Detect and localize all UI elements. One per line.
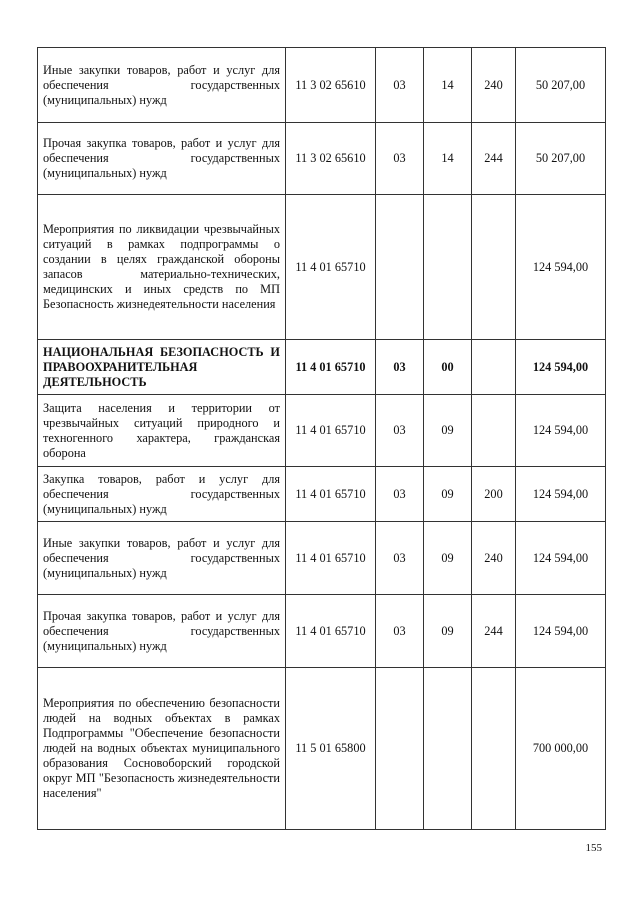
row-sum: 124 594,00 — [516, 467, 606, 522]
table-row — [38, 522, 606, 595]
table-row — [38, 395, 606, 467]
table-row — [38, 48, 606, 123]
row-name: Прочая закупка товаров, работ и услуг для обеспечения государственных (муниципальных) нужд — [38, 595, 286, 668]
row-rz: 03 — [376, 522, 424, 595]
row-name: НАЦИОНАЛЬНАЯ БЕЗОПАСНОСТЬ И ПРАВООХРАНИТЕЛЬНАЯ ДЕЯТЕЛЬНОСТЬ — [38, 340, 286, 395]
row-pr: 09 — [424, 595, 472, 668]
row-name: Прочая закупка товаров, работ и услуг для обеспечения государственных (муниципальных) нужд — [38, 123, 286, 195]
row-sum: 124 594,00 — [516, 340, 606, 395]
row-csr: 11 4 01 65710 — [286, 595, 376, 668]
row-sum: 50 207,00 — [516, 48, 606, 123]
row-pr: 14 — [424, 48, 472, 123]
row-vr — [472, 395, 516, 467]
row-pr: 09 — [424, 395, 472, 467]
row-vr: 240 — [472, 48, 516, 123]
budget-table — [37, 47, 606, 830]
row-csr: 11 4 01 65710 — [286, 340, 376, 395]
row-sum: 124 594,00 — [516, 195, 606, 340]
row-vr — [472, 668, 516, 830]
row-vr: 244 — [472, 595, 516, 668]
table-row — [38, 668, 606, 830]
row-rz: 03 — [376, 48, 424, 123]
row-sum: 124 594,00 — [516, 522, 606, 595]
row-name: Защита населения и территории от чрезвычайных ситуаций природного и техногенного характера, гражданская оборона — [38, 395, 286, 467]
row-csr: 11 4 01 65710 — [286, 195, 376, 340]
row-pr — [424, 668, 472, 830]
table-row — [38, 340, 606, 395]
row-sum: 124 594,00 — [516, 595, 606, 668]
table-row — [38, 467, 606, 522]
row-name: Закупка товаров, работ и услуг для обеспечения государственных (муниципальных) нужд — [38, 467, 286, 522]
row-pr: 00 — [424, 340, 472, 395]
row-name: Иные закупки товаров, работ и услуг для обеспечения государственных (муниципальных) нужд — [38, 522, 286, 595]
row-pr: 09 — [424, 467, 472, 522]
row-pr: 09 — [424, 522, 472, 595]
row-rz: 03 — [376, 467, 424, 522]
row-pr — [424, 195, 472, 340]
row-csr: 11 3 02 65610 — [286, 48, 376, 123]
table-row — [38, 195, 606, 340]
row-csr: 11 4 01 65710 — [286, 522, 376, 595]
row-csr: 11 4 01 65710 — [286, 395, 376, 467]
row-sum: 124 594,00 — [516, 395, 606, 467]
row-csr: 11 5 01 65800 — [286, 668, 376, 830]
row-rz — [376, 668, 424, 830]
row-vr: 244 — [472, 123, 516, 195]
row-vr: 240 — [472, 522, 516, 595]
row-sum: 700 000,00 — [516, 668, 606, 830]
row-vr — [472, 195, 516, 340]
row-csr: 11 4 01 65710 — [286, 467, 376, 522]
row-name: Мероприятия по ликвидации чрезвычайных ситуаций в рамках подпрограммы о создании в целях гражданской обороны запасов материально-технических, медицинских и иных средств по МП Безопасность жизнедеятельности населения — [38, 195, 286, 340]
row-pr: 14 — [424, 123, 472, 195]
row-rz: 03 — [376, 123, 424, 195]
row-sum: 50 207,00 — [516, 123, 606, 195]
row-vr — [472, 340, 516, 395]
row-rz: 03 — [376, 595, 424, 668]
page-number: 155 — [585, 842, 602, 854]
table-row — [38, 123, 606, 195]
row-rz — [376, 195, 424, 340]
row-name: Мероприятия по обеспечению безопасности людей на водных объектах в рамках Подпрограммы "Обеспечение безопасности людей на водных объектах муниципального образования Сосновоборский городской округ МП "Безопасность жизнедеятельности населения" — [38, 668, 286, 830]
row-rz: 03 — [376, 340, 424, 395]
row-csr: 11 3 02 65610 — [286, 123, 376, 195]
row-name: Иные закупки товаров, работ и услуг для обеспечения государственных (муниципальных) нужд — [38, 48, 286, 123]
row-rz: 03 — [376, 395, 424, 467]
table-row — [38, 595, 606, 668]
row-vr: 200 — [472, 467, 516, 522]
